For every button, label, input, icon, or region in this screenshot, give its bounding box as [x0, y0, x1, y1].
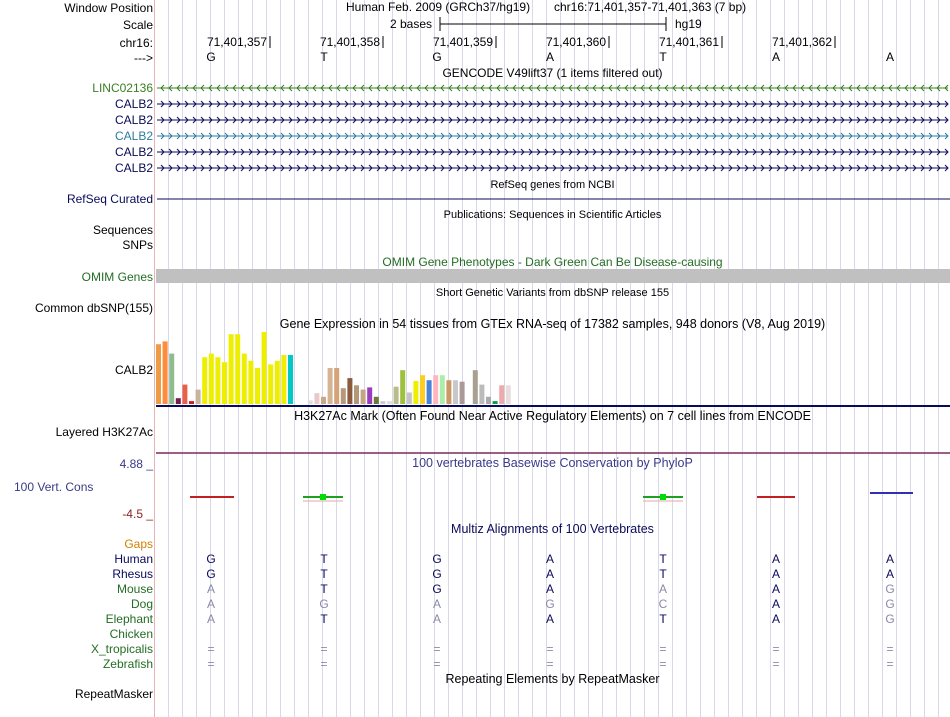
species-label[interactable]: Zebrafish	[102, 657, 153, 671]
window-position-label: Window Position	[64, 1, 153, 15]
common-dbsnp-label[interactable]: Common dbSNP(155)	[34, 301, 153, 315]
aligned-base: A	[771, 597, 780, 611]
aligned-base: A	[206, 582, 215, 596]
repeatmasker-label[interactable]: RepeatMasker	[74, 687, 153, 701]
aligned-base: =	[886, 657, 894, 671]
gtex-bar	[288, 355, 293, 404]
phylop-title[interactable]: 100 vertebrates Basewise Conservation by PhyloP	[412, 456, 693, 470]
aligned-base: =	[772, 642, 780, 656]
gtex-bar	[156, 344, 161, 404]
aligned-base: A	[771, 612, 780, 626]
aligned-base: G	[432, 567, 442, 581]
refseq-title[interactable]: RefSeq genes from NCBI	[490, 179, 615, 191]
aligned-base: T	[659, 567, 667, 581]
gtex-bar	[486, 397, 491, 404]
gtex-bar	[400, 370, 405, 404]
ruler-tick-label: 71,401,359	[432, 35, 493, 49]
sequences-label[interactable]: Sequences	[92, 223, 153, 237]
gtex-bar	[262, 332, 267, 404]
species-label[interactable]: Dog	[130, 597, 153, 611]
aligned-base: A	[771, 582, 780, 596]
h3k27ac-title[interactable]: H3K27Ac Mark (Often Found Near Active Regulatory Elements) on 7 cell lines from ENCODE	[294, 409, 811, 423]
snps-label[interactable]: SNPs	[122, 238, 153, 252]
gtex-bar	[321, 397, 326, 404]
aligned-base: G	[319, 597, 329, 611]
gtex-bar	[420, 375, 425, 404]
dbsnp-title[interactable]: Short Genetic Variants from dbSNP release 155	[435, 287, 670, 299]
aligned-base: G	[545, 597, 555, 611]
aligned-base: A	[545, 552, 554, 566]
gtex-bar	[473, 370, 478, 404]
ruler-tick-label: 71,401,361	[658, 35, 719, 49]
gtex-bar	[281, 355, 286, 404]
aligned-base: G	[885, 612, 895, 626]
dna-base: T	[659, 50, 667, 64]
gtex-bar	[374, 397, 379, 404]
dna-base: T	[320, 50, 328, 64]
gencode-track-label[interactable]: CALB2	[114, 161, 153, 175]
gtex-bar	[255, 368, 260, 404]
omim-bar	[156, 269, 950, 283]
phylop-peak	[660, 494, 666, 500]
species-label[interactable]: Chicken	[109, 627, 153, 641]
gtex-bar	[229, 334, 234, 404]
aligned-base: C	[658, 597, 668, 611]
gtex-bar	[427, 380, 432, 404]
gtex-bar	[314, 393, 319, 404]
gtex-bar	[413, 381, 418, 404]
gtex-bar	[169, 354, 174, 404]
gtex-bar	[460, 382, 465, 404]
scale-bases: 2 bases	[390, 17, 433, 31]
gtex-bar	[446, 380, 451, 404]
omim-label[interactable]: OMIM Genes	[81, 270, 153, 284]
aligned-base: A	[885, 567, 894, 581]
gtex-bar	[235, 334, 240, 404]
aligned-base: =	[546, 657, 554, 671]
position-label: chr16:71,401,357-71,401,363 (7 bp)	[554, 0, 747, 14]
aligned-base: =	[886, 642, 894, 656]
aligned-base: G	[885, 582, 895, 596]
aligned-base: A	[206, 597, 215, 611]
refseq-label[interactable]: RefSeq Curated	[66, 192, 153, 206]
omim-title[interactable]: OMIM Gene Phenotypes - Dark Green Can Be Disease-causing	[382, 255, 723, 269]
gtex-bar	[242, 354, 247, 404]
ruler-tick-label: 71,401,357	[206, 35, 267, 49]
aligned-base: A	[885, 552, 894, 566]
aligned-base: A	[771, 552, 780, 566]
aligned-base: A	[545, 567, 554, 581]
aligned-base: G	[885, 597, 895, 611]
gtex-bar	[334, 368, 339, 404]
gtex-bar	[380, 401, 385, 404]
aligned-base: A	[545, 582, 554, 596]
aligned-base: T	[320, 582, 328, 596]
gtex-bar	[479, 385, 484, 404]
gencode-track-label[interactable]: LINC02136	[92, 81, 153, 95]
aligned-base: T	[659, 612, 667, 626]
aligned-base: T	[320, 552, 328, 566]
gtex-bar	[209, 354, 214, 404]
gtex-bar	[182, 385, 187, 404]
scale-db: hg19	[675, 17, 702, 31]
ruler-tick-label: 71,401,360	[545, 35, 606, 49]
scale-label: Scale	[122, 18, 153, 32]
aligned-base: A	[432, 612, 441, 626]
aligned-base: G	[432, 552, 442, 566]
publications-title[interactable]: Publications: Sequences in Scientific Articles	[443, 209, 662, 221]
aligned-base: A	[771, 567, 780, 581]
gtex-bar	[163, 341, 168, 404]
aligned-base: A	[432, 597, 441, 611]
gtex-bar	[328, 368, 333, 404]
gtex-bar	[268, 364, 273, 404]
multiz-title[interactable]: Multiz Alignments of 100 Vertebrates	[451, 522, 654, 536]
aligned-base: =	[433, 642, 441, 656]
aligned-base: A	[206, 612, 215, 626]
aligned-base: =	[659, 642, 667, 656]
species-label[interactable]: X_tropicalis	[90, 642, 153, 656]
gencode-title[interactable]: GENCODE V49lift37 (1 items filtered out)	[442, 66, 663, 80]
gtex-title[interactable]: Gene Expression in 54 tissues from GTEx RNA-seq of 17382 samples, 948 donors (V8, Aug 2019)	[279, 317, 826, 331]
dna-base: G	[206, 50, 216, 64]
gtex-bar	[493, 401, 498, 404]
strand-label[interactable]: --->	[134, 51, 153, 65]
species-label[interactable]: Elephant	[105, 612, 153, 626]
species-label[interactable]: Rhesus	[112, 567, 153, 581]
aligned-base: =	[546, 642, 554, 656]
aligned-base: T	[320, 567, 328, 581]
aligned-base: G	[206, 552, 216, 566]
aligned-base: T	[659, 552, 667, 566]
gtex-bar	[453, 380, 458, 404]
gtex-bar	[215, 357, 220, 404]
chrom-label: chr16:	[119, 36, 153, 50]
gtex-bar	[275, 361, 280, 404]
gencode-track-label[interactable]: CALB2	[114, 145, 153, 159]
aligned-base: =	[659, 657, 667, 671]
aligned-base: =	[207, 657, 215, 671]
aligned-base: =	[207, 642, 215, 656]
gtex-bar	[361, 390, 366, 404]
gtex-bar	[506, 385, 511, 404]
gtex-bar	[248, 361, 253, 404]
gtex-bar	[354, 385, 359, 404]
phylop-peak	[320, 494, 326, 500]
ruler-tick-label: 71,401,358	[319, 35, 380, 49]
aligned-base: A	[658, 582, 667, 596]
gtex-bar	[407, 393, 412, 405]
gaps-label: Gaps	[124, 537, 153, 551]
species-label[interactable]: Human	[114, 552, 153, 566]
gtex-bar	[308, 400, 313, 404]
dna-base: G	[432, 50, 442, 64]
gtex-bar	[347, 378, 352, 404]
aligned-base: T	[320, 612, 328, 626]
gtex-bar	[176, 398, 181, 404]
gtex-bar	[196, 390, 201, 404]
gencode-track-label[interactable]: CALB2	[114, 97, 153, 111]
gtex-bar	[440, 375, 445, 404]
dna-base: A	[771, 50, 780, 64]
dna-base: A	[545, 50, 554, 64]
species-label[interactable]: Mouse	[116, 582, 153, 596]
cons-bottom-value: -4.5 _	[122, 507, 153, 521]
aligned-base: =	[320, 657, 328, 671]
cons-track-label[interactable]: 100 Vert. Cons	[14, 480, 94, 494]
aligned-base: G	[432, 582, 442, 596]
aligned-base: =	[772, 657, 780, 671]
gtex-bar	[387, 401, 392, 404]
gencode-track-label[interactable]: CALB2	[114, 113, 153, 127]
ruler-tick-label: 71,401,362	[771, 35, 832, 49]
gtex-bar	[222, 362, 227, 404]
cons-top-value: 4.88 _	[119, 457, 153, 471]
gtex-bar	[189, 401, 194, 404]
assembly-label: Human Feb. 2009 (GRCh37/hg19)	[346, 0, 531, 14]
gtex-bar	[433, 375, 438, 404]
aligned-base: =	[320, 642, 328, 656]
gtex-bar	[341, 388, 346, 404]
gencode-track-label[interactable]: CALB2	[114, 129, 153, 143]
gtex-bar	[202, 357, 207, 404]
gtex-gene-label[interactable]: CALB2	[114, 363, 153, 377]
repeatmasker-title[interactable]: Repeating Elements by RepeatMasker	[445, 672, 660, 686]
gtex-bar	[499, 385, 504, 404]
aligned-base: A	[545, 612, 554, 626]
gtex-bar	[394, 387, 399, 404]
gtex-bar	[367, 387, 372, 404]
aligned-base: =	[433, 657, 441, 671]
aligned-base: G	[206, 567, 216, 581]
dna-base: A	[885, 50, 894, 64]
layered-h3k27ac-label[interactable]: Layered H3K27Ac	[55, 425, 153, 439]
